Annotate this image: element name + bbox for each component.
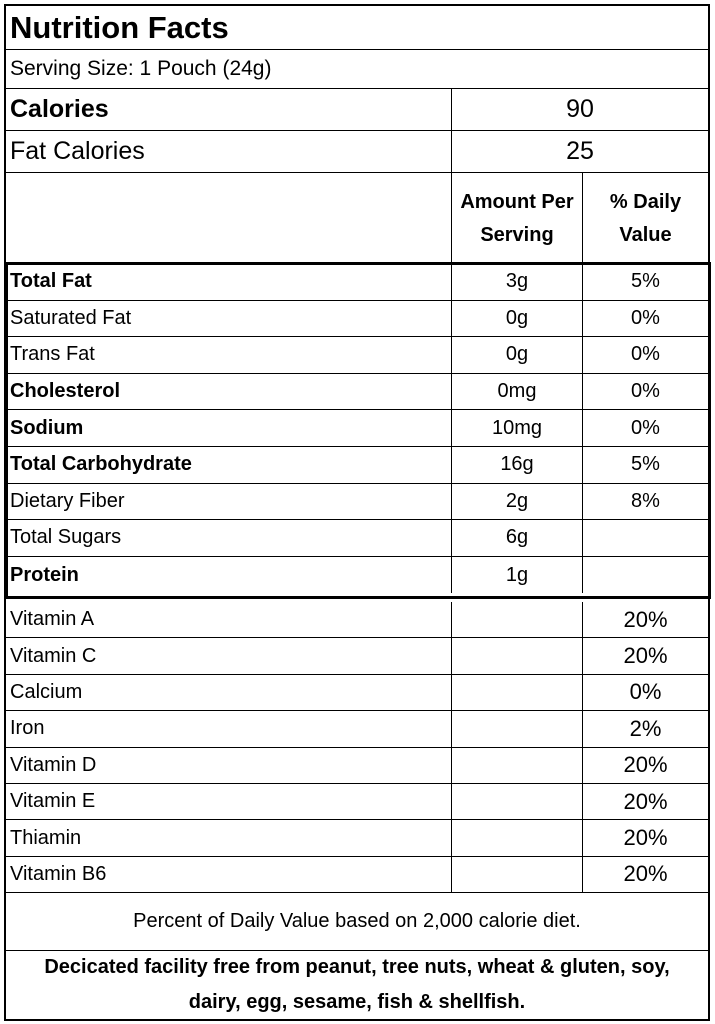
footnote-row [6, 893, 708, 951]
nutrient-amount: 3g [451, 264, 582, 300]
serving-size-row [6, 50, 708, 89]
daily-value-header: % Daily Value [582, 173, 708, 264]
vitamin-name: Calcium [10, 680, 83, 703]
vitamin-daily-value: 20% [582, 784, 708, 819]
vitamin-name: Vitamin C [10, 644, 97, 667]
nutrient-amount: 0g [451, 337, 582, 373]
nutrient-row [6, 301, 708, 338]
nutrient-amount: 2g [451, 484, 582, 520]
vitamin-amount-blank [451, 638, 582, 673]
nutrition-facts-label [4, 4, 710, 1021]
title-row [6, 6, 708, 50]
vitamin-name: Vitamin E [10, 790, 96, 813]
vitamin-name: Thiamin [10, 826, 82, 849]
vitamin-amount-blank [451, 820, 582, 855]
vitamin-daily-value: 2% [582, 711, 708, 746]
vitamin-daily-value: 20% [582, 857, 708, 892]
vitamin-daily-value: 20% [582, 602, 708, 637]
nutrient-daily-value [582, 520, 708, 556]
vitamin-daily-value: 20% [582, 820, 708, 855]
nutrient-daily-value: 0% [582, 374, 708, 410]
vitamin-amount-blank [451, 784, 582, 819]
nutrient-name: Total Sugars [10, 526, 122, 549]
vitamin-amount-blank [451, 675, 582, 710]
fat-calories-value: 25 [451, 131, 708, 172]
vitamin-row [6, 857, 708, 893]
column-header-blank [6, 173, 451, 264]
nutrient-name: Total Carbohydrate [10, 453, 192, 476]
calories-row [6, 89, 708, 131]
nutrient-row [6, 447, 708, 484]
vitamin-row [6, 748, 708, 784]
nutrient-row [6, 264, 708, 301]
column-header-row [6, 173, 708, 264]
vitamin-name: Vitamin A [10, 608, 95, 631]
fat-calories-label: Fat Calories [10, 137, 145, 165]
vitamin-daily-value: 20% [582, 638, 708, 673]
vitamin-amount-blank [451, 857, 582, 892]
vitamin-row [6, 820, 708, 856]
allergen-statement: Decicated facility free from peanut, tree nuts, wheat & gluten, soy, dairy, egg, sesame, fish & shellfish. [44, 956, 670, 1013]
vitamin-amount-blank [451, 748, 582, 783]
nutrient-amount: 10mg [451, 410, 582, 446]
vitamin-name: Vitamin D [10, 753, 97, 776]
calories-label: Calories [10, 95, 109, 123]
nutrient-daily-value [582, 557, 708, 594]
nutrient-name: Dietary Fiber [10, 489, 125, 512]
allergen-row [6, 951, 708, 1019]
nutrient-daily-value: 5% [582, 447, 708, 483]
vitamin-amount-blank [451, 711, 582, 746]
calories-value: 90 [451, 89, 708, 130]
nutrient-name: Cholesterol [10, 380, 121, 403]
nutrient-daily-value: 8% [582, 484, 708, 520]
vitamin-amount-blank [451, 602, 582, 637]
nutrient-name: Sodium [10, 416, 84, 439]
nutrient-daily-value: 0% [582, 410, 708, 446]
vitamin-row [6, 602, 708, 638]
nutrient-row [6, 374, 708, 411]
vitamin-name: Vitamin B6 [10, 862, 107, 885]
nutrient-amount: 16g [451, 447, 582, 483]
vitamin-row [6, 711, 708, 747]
nutrient-row [6, 557, 708, 594]
vitamin-row [6, 675, 708, 711]
fat-calories-row [6, 131, 708, 173]
vitamin-name: Iron [10, 717, 45, 740]
vitamin-daily-value: 20% [582, 748, 708, 783]
nutrient-amount: 6g [451, 520, 582, 556]
nutrient-amount: 0g [451, 301, 582, 337]
nutrient-name: Protein [10, 563, 79, 586]
nutrient-name: Total Fat [10, 270, 92, 293]
nutrient-name: Trans Fat [10, 343, 95, 366]
nutrient-amount: 0mg [451, 374, 582, 410]
nutrient-daily-value: 0% [582, 337, 708, 373]
nutrient-daily-value: 0% [582, 301, 708, 337]
nutrient-amount: 1g [451, 557, 582, 594]
nutrient-daily-value: 5% [582, 264, 708, 300]
nutrient-name: Saturated Fat [10, 306, 132, 329]
nutrient-row [6, 520, 708, 557]
nutrient-row [6, 410, 708, 447]
daily-value-footnote: Percent of Daily Value based on 2,000 calorie diet. [133, 910, 581, 932]
vitamin-daily-value: 0% [582, 675, 708, 710]
label-title: Nutrition Facts [10, 9, 229, 45]
serving-size: Serving Size: 1 Pouch (24g) [10, 57, 272, 80]
nutrient-row [6, 337, 708, 374]
nutrient-row [6, 484, 708, 521]
vitamin-row [6, 784, 708, 820]
amount-per-serving-header: Amount Per Serving [451, 173, 582, 264]
vitamin-row [6, 638, 708, 674]
